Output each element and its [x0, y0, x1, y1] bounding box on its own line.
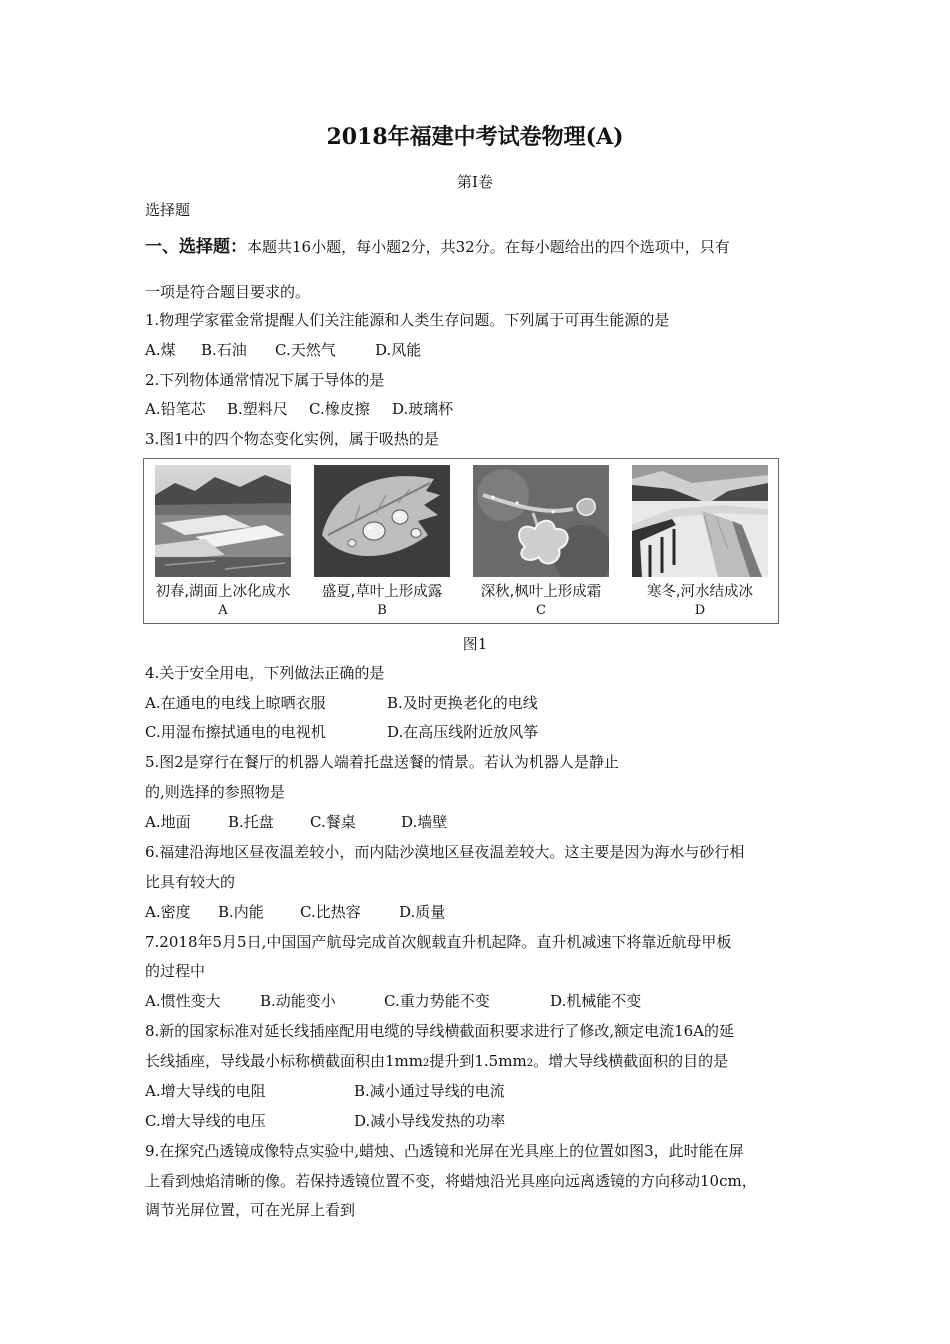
q8-option-a: A.增大导线的电阻	[145, 1082, 266, 1100]
question-3-stem: 3.图1中的四个物态变化实例，属于吸热的是	[145, 430, 439, 448]
figure-1-caption-d: 寒冬,河水结成冰	[646, 584, 754, 600]
figure-1-label-b: B	[377, 603, 387, 618]
q1-option-b: B.石油	[201, 341, 247, 359]
q7-option-d: D.机械能不变	[550, 992, 642, 1010]
question-7-options	[145, 991, 641, 1011]
question-9-stem-3: 调节光屏位置，可在光屏上看到	[145, 1201, 356, 1219]
q5-option-b: B.托盘	[228, 813, 274, 831]
q7-option-b: B.动能变小	[260, 992, 336, 1010]
figure-1-label-d: D	[694, 603, 706, 618]
q8-option-b: B.减小通过导线的电流	[354, 1082, 505, 1100]
figure-1-caption-a: 初春,湖面上冰化成水	[155, 584, 291, 600]
question-1-stem: 1.物理学家霍金常提醒人们关注能源和人类生存问题。下列属于可再生能源的是	[145, 311, 670, 329]
q8-stem-part-3: 。增大导线横截面积的目的是	[533, 1052, 729, 1070]
figure-1	[143, 458, 779, 624]
figure-1-label-c: C	[536, 603, 546, 618]
question-2-stem: 2.下列物体通常情况下属于导体的是	[145, 371, 385, 389]
figure-1-panel-c	[466, 465, 616, 618]
section-label: 选择题	[145, 201, 191, 219]
question-9-stem-1: 9.在探究凸透镜成像特点实验中,蜡烛、凸透镜和光屏在光具座上的位置如图3，此时能在屏	[145, 1142, 744, 1160]
question-4-options-row-2	[145, 722, 538, 742]
figure-1-panel-a	[148, 465, 298, 618]
q7-option-a: A.惯性变大	[145, 992, 221, 1010]
frozen-river-photo	[632, 465, 768, 577]
q8-stem-part-1: 长线插座，导线最小标称横截面积由1mm	[145, 1052, 423, 1070]
q8-superscript-2: 2	[526, 1058, 534, 1069]
instructions-line-1	[145, 237, 730, 257]
figure-1-panel-d	[625, 465, 775, 618]
figure-1-caption: 图1	[462, 635, 488, 653]
melting-ice-photo	[155, 465, 291, 577]
q1-option-d: D.风能	[375, 341, 422, 359]
question-4-options-row-1	[145, 693, 538, 713]
q1-option-c: C.天然气	[275, 341, 336, 359]
q2-option-d: D.玻璃杯	[392, 400, 454, 418]
question-7-stem-2: 的过程中	[145, 962, 206, 980]
instructions-line-2: 一项是符合题目要求的。	[145, 283, 311, 301]
q8-superscript-1: 2	[423, 1058, 430, 1069]
q8-option-d: D.减小导线发热的功率	[354, 1112, 506, 1130]
q4-option-c: C.用湿布擦拭通电的电视机	[145, 723, 326, 741]
question-6-options	[145, 902, 445, 922]
instructions-text-1: 本题共16小题，每小题2分，共32分。在每小题给出的四个选项中，只有	[247, 238, 730, 256]
volume-label: 第I卷	[457, 173, 493, 191]
q8-option-c: C.增大导线的电压	[145, 1112, 266, 1130]
q2-option-c: C.橡皮擦	[309, 400, 370, 418]
figure-1-label-a: A	[218, 603, 228, 618]
q4-option-a: A.在通电的电线上晾晒衣服	[145, 694, 326, 712]
figure-1-caption-b: 盛夏,草叶上形成露	[321, 584, 443, 600]
question-5-stem-2: 的,则选择的参照物是	[145, 783, 285, 801]
figure-1-panel-b	[307, 465, 457, 618]
section-heading: 一、选择题：	[145, 237, 247, 257]
dew-on-leaf-photo	[314, 465, 450, 577]
question-5-stem-1: 5.图2是穿行在餐厅的机器人端着托盘送餐的情景。若认为机器人是静止	[145, 753, 619, 771]
q5-option-a: A.地面	[145, 813, 191, 831]
question-8-stem-1: 8.新的国家标准对延长线插座配用电缆的导线横截面积要求进行了修改,额定电流16A的延	[145, 1022, 735, 1040]
q6-option-b: B.内能	[218, 903, 264, 921]
q6-option-a: A.密度	[145, 903, 191, 921]
q5-option-c: C.餐桌	[310, 813, 356, 831]
page-title: 2018年福建中考试卷物理(A)	[326, 124, 624, 150]
question-1-options	[145, 340, 421, 360]
q1-option-a: A.煤	[145, 341, 176, 359]
question-6-stem-1: 6.福建沿海地区昼夜温差较小，而内陆沙漠地区昼夜温差较大。这主要是因为海水与砂行相	[145, 843, 745, 861]
q5-option-d: D.墙壁	[401, 813, 448, 831]
question-6-stem-2: 比具有较大的	[145, 873, 236, 891]
question-8-stem-2	[145, 1051, 728, 1074]
figure-1-caption-c: 深秋,枫叶上形成霜	[480, 584, 602, 600]
question-8-options-row-1	[145, 1081, 505, 1101]
q8-stem-part-2: 提升到1.5mm	[429, 1052, 527, 1070]
question-7-stem-1: 7.2018年5月5日,中国国产航母完成首次舰载直升机起降。直升机减速下将靠近航母甲板	[145, 933, 732, 951]
q7-option-c: C.重力势能不变	[384, 992, 490, 1010]
q6-option-c: C.比热容	[300, 903, 361, 921]
q6-option-d: D.质量	[399, 903, 446, 921]
frost-on-leaf-photo	[473, 465, 609, 577]
question-4-stem: 4.关于安全用电，下列做法正确的是	[145, 664, 385, 682]
question-5-options	[145, 812, 447, 832]
q4-option-d: D.在高压线附近放风筝	[387, 723, 539, 741]
question-8-options-row-2	[145, 1111, 505, 1131]
q4-option-b: B.及时更换老化的电线	[387, 694, 538, 712]
question-2-options	[145, 399, 453, 419]
q2-option-b: B.塑料尺	[227, 400, 288, 418]
question-9-stem-2: 上看到烛焰清晰的像。若保持透镜位置不变，将蜡烛沿光具座向远离透镜的方向移动10cm，	[145, 1172, 757, 1190]
q2-option-a: A.铅笔芯	[145, 400, 206, 418]
